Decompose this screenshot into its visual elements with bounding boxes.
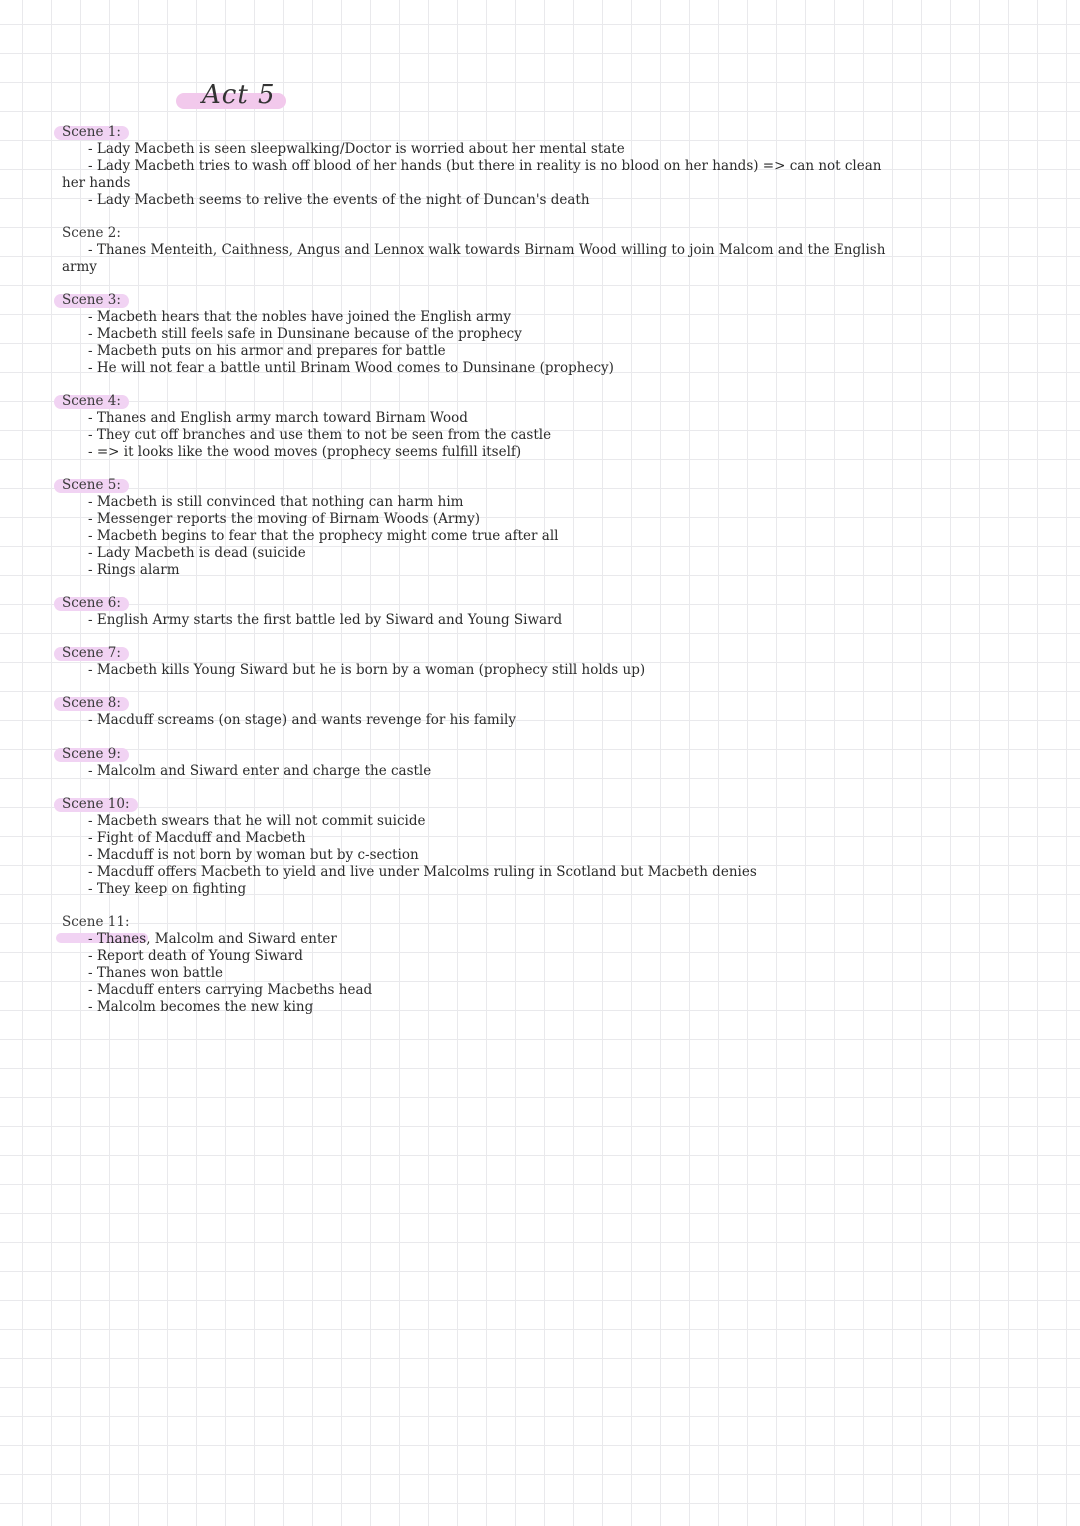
scene-heading: Scene 1: <box>62 124 129 141</box>
scene-9-section <box>62 743 862 780</box>
scene-heading: Scene 10: <box>62 796 138 813</box>
list-item: - Malcolm becomes the new king <box>88 998 314 1015</box>
list-item: - Macduff screams (on stage) and wants revenge for his family <box>88 712 516 728</box>
scene-heading: Scene 5: <box>62 477 129 494</box>
list-item: - Macbeth swears that he will not commit suicide <box>88 813 426 829</box>
scene-4-section <box>62 390 862 461</box>
scene-heading: Scene 8: <box>62 695 129 712</box>
list-item-continuation: her hands <box>62 174 131 191</box>
scene-bullet-list <box>62 494 862 579</box>
list-item: - Rings alarm <box>88 561 180 578</box>
list-item: - Macduff offers Macbeth to yield and live under Malcolms ruling in Scotland but Macbeth denies <box>88 863 757 880</box>
scene-heading: Scene 11: <box>62 914 138 931</box>
scene-6-section <box>62 592 862 629</box>
page-title: Act 5 <box>202 80 276 110</box>
scene-heading: Scene 2: <box>62 225 121 241</box>
list-item: - Lady Macbeth tries to wash off blood of her hands (but there in reality is no blood on her hands) => can not clean <box>88 157 882 174</box>
list-item: - Macbeth hears that the nobles have joined the English army <box>88 309 511 325</box>
scene-10-section <box>62 793 862 898</box>
scene-3-section <box>62 289 862 377</box>
scene-8-section <box>62 692 862 729</box>
list-item: - They cut off branches and use them to not be seen from the castle <box>88 426 552 443</box>
list-item: - Macbeth puts on his armor and prepares for battle <box>88 342 446 359</box>
list-item: - => it looks like the wood moves (prophecy seems fulfill itself) <box>88 443 522 460</box>
scene-bullet-list <box>62 242 886 276</box>
list-item: - Messenger reports the moving of Birnam Woods (Army) <box>88 510 480 527</box>
list-item: - Macbeth begins to fear that the prophecy might come true after all <box>88 527 559 544</box>
list-item: - Macduff is not born by woman but by c-section <box>88 846 419 863</box>
list-item: - Lady Macbeth is seen sleepwalking/Doctor is worried about her mental state <box>88 141 625 157</box>
scene-bullet-list <box>62 141 882 209</box>
list-item: - Macbeth is still convinced that nothing can harm him <box>88 494 464 510</box>
list-item: - They keep on fighting <box>88 880 247 897</box>
list-item: - Report death of Young Siward <box>88 947 303 964</box>
list-item: - He will not fear a battle until Brinam Wood comes to Dunsinane (prophecy) <box>88 359 614 376</box>
scene-heading: Scene 7: <box>62 645 129 662</box>
scene-bullet-list <box>62 309 862 377</box>
list-item: - Malcolm and Siward enter and charge the castle <box>88 763 432 779</box>
scene-1-section <box>62 121 882 209</box>
list-item: - Lady Macbeth is dead (suicide <box>88 544 306 561</box>
scene-bullet-list <box>62 612 862 629</box>
list-item: - Lady Macbeth seems to relive the events of the night of Duncan's death <box>88 191 590 208</box>
scene-bullet-list <box>62 712 862 729</box>
scene-11-section <box>62 911 862 1016</box>
scene-bullet-list <box>62 763 862 780</box>
list-item: - Macbeth still feels safe in Dunsinane because of the prophecy <box>88 325 522 342</box>
scene-heading: Scene 3: <box>62 292 129 309</box>
scene-2-section <box>62 222 886 276</box>
list-item: - Fight of Macduff and Macbeth <box>88 829 306 846</box>
scene-5-section <box>62 474 862 579</box>
list-item: - English Army starts the first battle led by Siward and Young Siward <box>88 612 563 628</box>
title-block <box>176 80 288 114</box>
scene-bullet-list <box>62 931 862 1016</box>
scene-bullet-list <box>62 662 862 679</box>
scene-bullet-list <box>62 813 862 898</box>
scene-heading: Scene 4: <box>62 393 129 410</box>
scene-heading: Scene 6: <box>62 595 129 612</box>
scene-bullet-list <box>62 410 862 461</box>
list-item: - Thanes and English army march toward Birnam Wood <box>88 410 468 426</box>
list-item: - Thanes, Malcolm and Siward enter <box>88 931 337 947</box>
list-item: - Thanes won battle <box>88 964 224 981</box>
list-item: - Macduff enters carrying Macbeths head <box>88 981 373 998</box>
list-item: - Thanes Menteith, Caithness, Angus and Lennox walk towards Birnam Wood willing to join Malcom and the English <box>88 242 886 258</box>
scene-heading: Scene 9: <box>62 746 129 763</box>
list-item: - Macbeth kills Young Siward but he is born by a woman (prophecy still holds up) <box>88 662 646 678</box>
list-item-continuation: army <box>62 258 97 275</box>
scene-7-section <box>62 642 862 679</box>
